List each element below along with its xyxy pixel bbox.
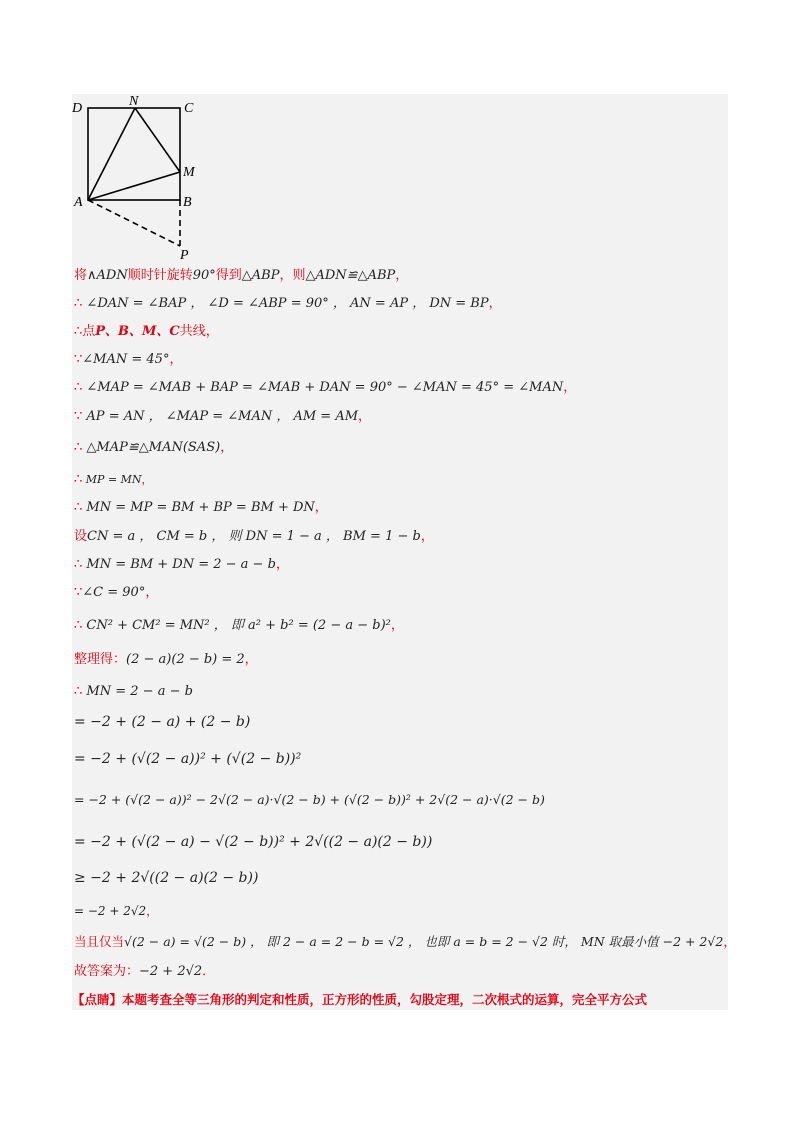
label-c: C (184, 101, 194, 116)
label-a: A (74, 195, 83, 210)
solution-line (74, 266, 408, 286)
line-prefix: ∵ (74, 585, 83, 600)
line-math: 90° (192, 268, 216, 283)
line-suffix: ， (145, 585, 159, 600)
line-prefix: ∴ (74, 296, 83, 311)
line-text: 得到 (215, 268, 242, 283)
line-math: = −2 + (2 − a) + (2 − b) (74, 714, 251, 730)
line-math: MN = MP = BM + BP = BM + DN (86, 500, 315, 515)
line-text: ，则 (279, 268, 306, 283)
line-prefix: ∴ (74, 500, 83, 515)
segment-ap-dashed (88, 200, 180, 246)
line-suffix: ， (314, 500, 328, 515)
line-prefix: ∴点 (74, 324, 96, 339)
line-suffix: ， (488, 296, 502, 311)
line-math: CN = a ， CM = b ， 则 DN = 1 − a ， BM = 1 − b (87, 529, 421, 544)
solution-line (74, 583, 158, 603)
line-math: P、B、M、C (95, 324, 180, 339)
line-prefix: ∵ (74, 352, 83, 367)
line-suffix: ， (244, 652, 258, 667)
segment-nm (135, 108, 180, 172)
line-math: CN² + CM² = MN² ， 即 a² + b² = (2 − a − b)² (86, 618, 391, 633)
line-math: MP = MN (85, 473, 142, 486)
solution-line (74, 527, 434, 547)
line-math: AP = AN ， ∠MAP = ∠MAN ， AM = AM (86, 409, 359, 424)
line-prefix: ∴ (74, 440, 83, 455)
label-p: P (180, 248, 189, 263)
line-suffix: 共线， (179, 324, 219, 339)
solution-line (74, 650, 258, 670)
line-math: MN = BM + DN = 2 − a − b (86, 557, 276, 572)
line-math: △ABP (241, 268, 280, 283)
segment-am (88, 172, 180, 200)
solution-line (74, 294, 502, 314)
line-text: 顺时针旋转 (127, 268, 193, 283)
line-suffix: ． (202, 964, 216, 979)
line-math: ∠MAN = 45° (82, 352, 170, 367)
line-math: ∧ADN (87, 268, 128, 283)
solution-line (74, 350, 182, 370)
solution-line (74, 790, 545, 810)
line-suffix: ， (358, 409, 372, 424)
line-math: ∠DAN = ∠BAP ， ∠D = ∠ABP = 90° ， AN = AP ， DN = BP (86, 296, 489, 311)
label-d: D (72, 101, 83, 116)
line-suffix: ， (723, 934, 736, 949)
label-b: B (183, 195, 192, 210)
solution-line (74, 901, 158, 921)
line-suffix: ， (220, 440, 234, 455)
line-math: ∠C = 90° (82, 585, 146, 600)
line-prefix: ∵ (74, 409, 83, 424)
line-prefix: 整理得： (74, 652, 127, 667)
solution-line (74, 555, 289, 575)
solution-line (74, 470, 153, 490)
line-suffix: ， (395, 268, 409, 283)
solution-line (74, 438, 233, 458)
line-prefix: ∴ (74, 684, 83, 699)
line-suffix: ， (420, 529, 434, 544)
solution-line (74, 616, 404, 636)
solution-line (74, 962, 215, 982)
solution-line (74, 407, 371, 427)
solution-line (74, 868, 258, 889)
line-prefix: ∴ (74, 557, 83, 572)
solution-line (74, 749, 301, 770)
line-suffix: ， (141, 473, 153, 486)
line-suffix: ， (169, 352, 183, 367)
line-prefix: ∴ (74, 618, 83, 633)
solution-line (74, 932, 736, 952)
line-suffix: ， (275, 557, 289, 572)
line-math: △ADN≌△ABP (305, 268, 396, 283)
key-point-note: 【点睛】本题考查全等三角形的判定和性质，正方形的性质，勾股定理，二次根式的运算，完全平方公式 (72, 992, 648, 1007)
line-math: △MAP≌△MAN(SAS) (86, 440, 221, 455)
line-prefix: 设 (74, 529, 88, 544)
line-math: −2 + 2√2 (139, 964, 203, 979)
line-math: MN = 2 − a − b (86, 684, 193, 699)
label-m: M (183, 165, 195, 180)
line-suffix: ， (146, 904, 159, 918)
solution-line (74, 832, 432, 853)
solution-line (74, 322, 219, 342)
line-math: = −2 + (√(2 − a))² − 2√(2 − a)·√(2 − b) + (√(2 − b))² + 2√(2 − a)·√(2 − b) (74, 792, 545, 807)
geometry-figure (72, 94, 212, 264)
segment-an (88, 108, 135, 200)
line-prefix: ∴ (74, 380, 83, 395)
solution-line (74, 498, 328, 518)
solution-line (74, 712, 250, 733)
line-suffix: ， (563, 380, 577, 395)
line-prefix: 当且仅当 (74, 934, 125, 949)
line-prefix: ∴ (74, 472, 83, 487)
line-math: = −2 + 2√2 (74, 904, 147, 918)
line-prefix: 将 (74, 268, 88, 283)
line-math: (2 − a)(2 − b) = 2 (126, 652, 245, 667)
line-math: = −2 + (√(2 − a) − √(2 − b))² + 2√((2 − a)(2 − b)) (74, 834, 433, 850)
line-math: √(2 − a) = √(2 − b) ， 即 2 − a = 2 − b = √2 ， 也即 a = b = 2 − √2 时， MN 取最小值 −2 + 2√2 (124, 934, 724, 949)
solution-line (74, 682, 193, 702)
line-math: = −2 + (√(2 − a))² + (√(2 − b))² (74, 751, 302, 767)
line-math: ≥ −2 + 2√((2 − a)(2 − b)) (74, 870, 259, 886)
line-prefix: 故答案为： (74, 964, 140, 979)
line-math: ∠MAP = ∠MAB + BAP = ∠MAB + DAN = 90° − ∠MAN = 45° = ∠MAN (86, 380, 564, 395)
line-suffix: ， (390, 618, 404, 633)
label-n: N (129, 94, 139, 109)
solution-line (74, 378, 576, 398)
